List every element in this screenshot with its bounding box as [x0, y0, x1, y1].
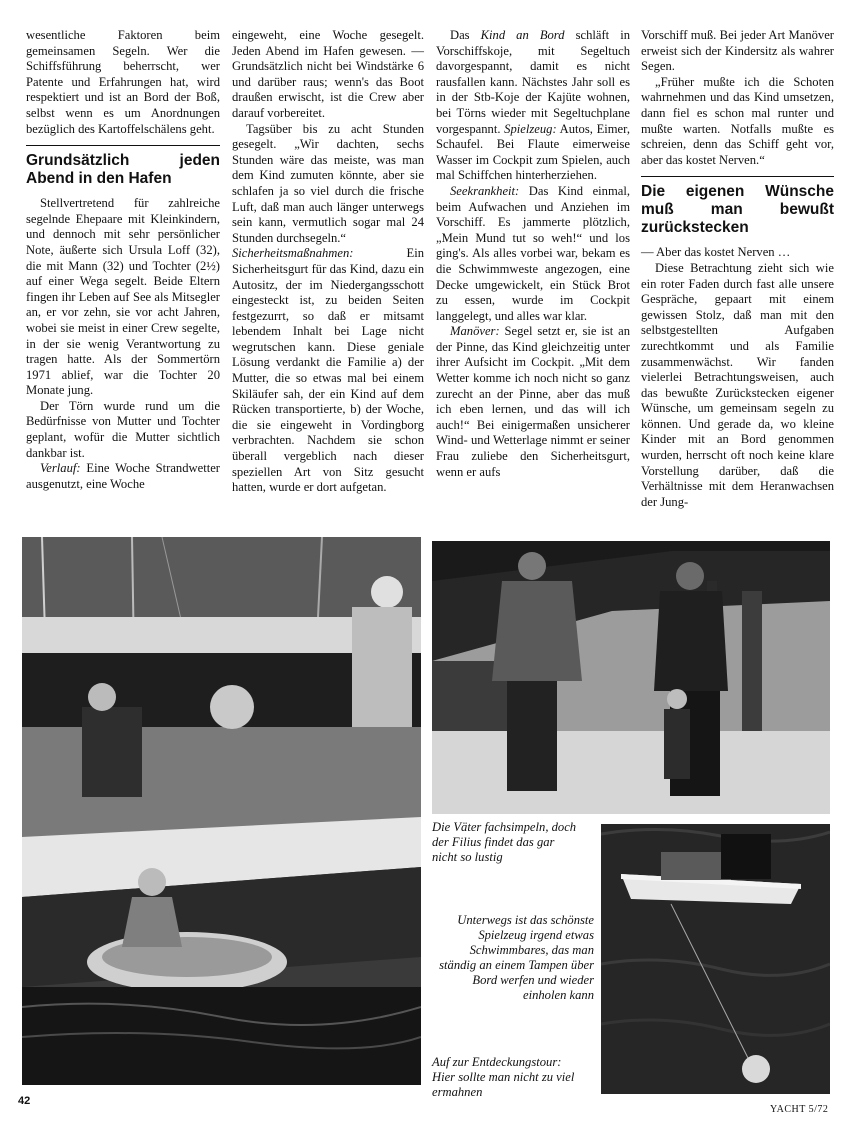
inline-text: Eine Woche Strandwetter ausgenutzt, eine Woche — [26, 461, 220, 491]
text-column-2 — [232, 28, 424, 496]
photo-dinghy-water — [601, 824, 830, 1094]
magazine-issue: YACHT 5/72 — [770, 1104, 829, 1115]
paragraph — [26, 461, 220, 492]
inline-label: Seekrankheit: — [450, 183, 520, 198]
inline-text: Das Kind einmal, beim Aufwachen und Anziehen im Vorschiff. Es jammerte plötzlich, „Mein Mund tut so weh!“ und los ging's. Als alles vorbei war, bekam es die Schwimmweste angezogen, eine Decke umgewickelt, ein Stück Brot zu essen, wurde im Cockpit langgelegt, und alles war klar. — [436, 183, 630, 323]
section-heading: Die eigenen Wünsche muß man bewußt zurückstecken — [641, 176, 834, 237]
caption-toy: Unterwegs ist das schönste Spielzeug irgend etwas Schwimmbares, das man ständig an einem Tampen über Bord werfen und wieder einholen kann — [439, 913, 594, 1002]
inline-label: Kind an Bord — [480, 28, 565, 42]
paragraph: — Aber das kostet Nerven … — [641, 245, 791, 260]
paragraph — [436, 184, 630, 324]
paragraph: wesentliche Faktoren beim gemeinsamen Segeln. Wer die Schiffsführung beherrscht, wer Patente und Erfahrungen hat, wird respektiert und ist an Bord der Boß, selbst wenn es um Anordnungen bezüglich des Kartoffelschälens geht. — [26, 28, 220, 136]
paragraph: Diese Betrachtung zieht sich wie ein roter Faden durch fast alle unsere Gespräche, gepaart mit einem gewissen Stolz, daß man mit den selbstgestellten Aufgaben zurechtkommt und als Familie zusammenwächst. Wir fanden vielerlei Betrachtungsweisen, auch das bewußte Zurückstecken eigener Wünsche, um gemeinsam segeln zu können. Und gerade da, wo kleine Kinder mit an Bord genommen wurden, herrscht oft noch keine klare Vorstellung darüber, daß die Verhältnisse mit dem Heranwachsen der Jung- — [641, 260, 834, 509]
harbour-boat-image — [22, 537, 421, 1085]
inline-label: Verlauf: — [40, 461, 81, 476]
inline-text: Segel setzt er, sie ist an der Pinne, das Kind gleichzeitig unter ihrer Aufsicht im Cockpit. „Mit dem Wetter komme ich noch nicht so ganz zurecht an der Pinne, aber das muß ich eben lernen, und das will ich auch!“ Bei einigermaßen unsicherer Wind- und Wetterlage nimmt er seiner Frau zuliebe den Sicherheitsgurt, wenn er aufs — [436, 324, 630, 479]
page-number: 42 — [18, 1095, 31, 1107]
inline-text: Autos, Eimer, Schaufel. Bei Flaute eimerweise Wasser im Cockpit zum Spielen, auch mal Schiffchen hinterherziehen. — [436, 121, 630, 183]
text-column-3 — [436, 28, 630, 480]
inline-text: Ein Sicherheitsgurt für das Kind, dazu ein Autositz, der im Niedergangsschott eingesteckt ist, zu beiden Seiten festgezurrt, so daß er mitsamt lebendem Inhalt bei Lage nicht wegrutschen kann. Diese geniale Lösung verdankt die Familie a) der Mutter, die so etwas mal bei einem Skiläufer sah, der ein Kind auf dem Rücken transportierte, b) der Woche, die sie eingeweht in Vordingborg verbrachten. Nachdem sie schon überall vergeblich nach dieser speziellen Art von Sitz gesucht hatten, wurde er dort aufgetan. — [232, 246, 424, 495]
photo-harbour-boat — [22, 537, 421, 1085]
text-column-4 — [641, 28, 834, 510]
paragraph — [232, 246, 424, 496]
paragraph — [436, 324, 630, 480]
inline-label: Sicherheitsmaßnahmen: — [232, 246, 354, 261]
inline-text: schläft in Vorschiffskoje, mit Segeltuch davorgespannt, damit es nicht rausfallen kann. Nächstes Jahr soll es in der Stb-Koje der Kajüte wohnen, bei Törns wieder mit Segeltuchplane vorgespannt. — [436, 28, 631, 136]
caption-explore: Auf zur Entdeckungstour: Hier sollte man nicht zu viel ermahnen — [432, 1055, 575, 1099]
dinghy-water-image — [601, 824, 830, 1094]
text-column-1 — [26, 28, 220, 492]
paragraph: Vorschiff muß. Bei jeder Art Manöver erweist sich der Kindersitz als wahrer Segen. — [641, 28, 834, 74]
inline-label: Manöver: — [450, 324, 500, 339]
paragraph — [436, 28, 630, 184]
photo-fathers-talking — [432, 541, 830, 814]
paragraph: „Früher mußte ich die Schoten wahrnehmen und das Kind umsetzen, dann fiel es schon mal runter und mußte warten. Notfalls mußte es schreien, denn das Schiff geht vor, aber das kostet Nerven.“ — [641, 74, 834, 167]
caption-fathers: Die Väter fachsimpeln, doch der Filius findet das gar nicht so lustig — [432, 820, 577, 864]
paragraph: Der Törn wurde rund um die Bedürfnisse von Mutter und Tochter geplant, wofür die Mutter sichtlich dankbar ist. — [26, 398, 220, 460]
inline-label: Spielzeug: — [504, 121, 557, 136]
paragraph: eingeweht, eine Woche gesegelt. Jeden Abend im Hafen gewesen. — Grundsätzlich nicht bei Windstärke 6 und darüber raus; wenn's das Boot draußen erwischt, ist die Crew aber darauf vorbereitet. — [232, 28, 424, 120]
section-heading: Grundsätzlich jeden Abend in den Hafen — [26, 145, 220, 188]
paragraph: Tagsüber bis zu acht Stunden gesegelt. „Wir dachten, sechs Stunden wäre das meiste, was man dem Kind zumuten könnte, aber sie schlafen ja so viel durch die frische Luft, daß man auch länger unterwegs sein kann, vermutlich sogar mal 24 Stunden durchsegeln.“ — [232, 121, 424, 245]
fathers-talking-image — [432, 541, 830, 814]
inline-text: Das — [450, 28, 481, 42]
paragraph: Stellvertretend für zahlreiche segelnde Ehepaare mit Kleinkindern, und dennoch mit sehr persönlicher Note, äußerte sich Ursula Loff (32), die mit Mann (32) und Tochter (2½) auf einer Wega segelt. Beide Eltern fingen ihr Leben auf See als Mitsegler an, er vor zehn, sie vor acht Jahren, wobei sie meist in einer Crew segelte, in der sie wenig Verantwortung zu tragen hatte. Als der Sommertörn 1971 ablief, war die Tochter 20 Monate jung. — [26, 196, 220, 398]
